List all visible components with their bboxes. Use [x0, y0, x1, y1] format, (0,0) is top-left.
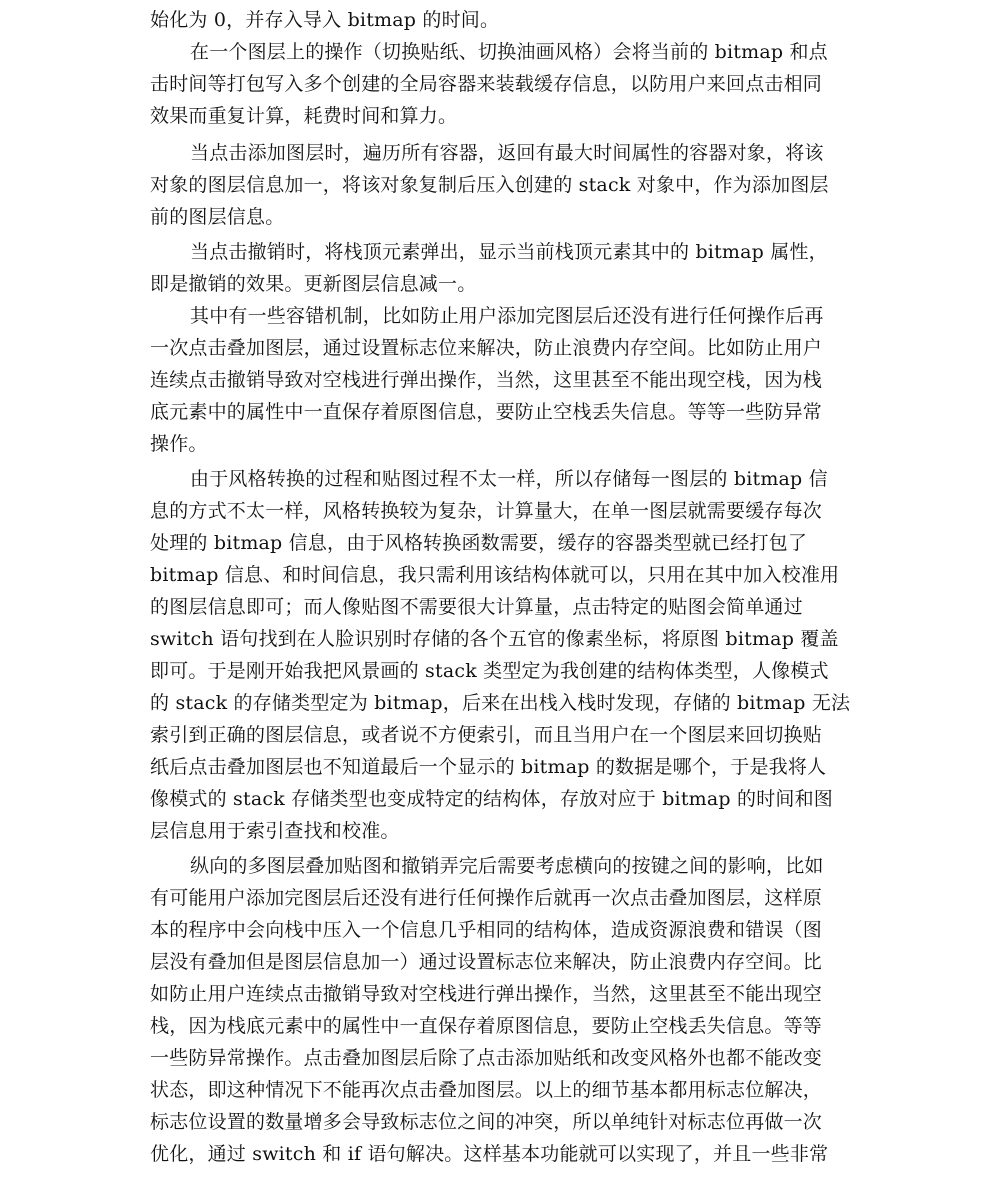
text-line: 操作。 — [150, 433, 208, 455]
text-line: 底元素中的属性中一直保存着原图信息，要防止空栈丢失信息。等等一些防异常 — [150, 401, 823, 423]
text-line: 前的图层信息。 — [150, 206, 285, 228]
text-line: 的图层信息即可；而人像贴图不需要很大计算量，点击特定的贴图会简单通过 — [150, 596, 803, 618]
text-line: 对象的图层信息加一，将该对象复制后压入创建的 stack 对象中，作为添加图层 — [150, 174, 829, 196]
paragraph-start-line: 当点击撤销时，将栈顶元素弹出，显示当前栈顶元素其中的 bitmap 属性， — [190, 241, 828, 263]
text-line: 标志位设置的数量增多会导致标志位之间的冲突，所以单纯针对标志位再做一次 — [150, 1111, 823, 1133]
text-line: bitmap 信息、和时间信息，我只需利用该结构体就可以，只用在其中加入校准用 — [150, 564, 840, 586]
text-line: 栈，因为栈底元素中的属性中一直保存着原图信息，要防止空栈丢失信息。等等 — [150, 1015, 823, 1037]
text-line: 纸后点击叠加图层也不知道最后一个显示的 bitmap 的数据是哪个，于是我将人 — [150, 756, 827, 778]
text-line: 处理的 bitmap 信息，由于风格转换函数需要，缓存的容器类型就已经打包了 — [150, 532, 808, 554]
text-line: 一次点击叠加图层，通过设置标志位来解决，防止浪费内存空间。比如防止用户 — [150, 337, 823, 359]
text-line: 连续点击撤销导致对空栈进行弹出操作，当然，这里甚至不能出现空栈，因为栈 — [150, 369, 823, 391]
text-line: 即可。于是刚开始我把风景画的 stack 类型定为我创建的结构体类型，人像模式 — [150, 660, 829, 682]
text-line: 像模式的 stack 存储类型也变成特定的结构体，存放对应于 bitmap 的时间和图 — [150, 788, 834, 810]
text-line: 索引到正确的图层信息，或者说不方便索引，而且当用户在一个图层来回切换贴 — [150, 724, 823, 746]
text-line: 息的方式不太一样，风格转换较为复杂，计算量大，在单一图层就需要缓存每次 — [150, 500, 823, 522]
text-line: 层没有叠加但是图层信息加一）通过设置标志位来解决，防止浪费内存空间。比 — [150, 951, 823, 973]
text-line: 即是撤销的效果。更新图层信息减一。 — [150, 273, 477, 295]
text-line: 有可能用户添加完图层后还没有进行任何操作后就再一次点击叠加图层，这样原 — [150, 887, 823, 909]
document-page — [150, 0, 851, 1178]
text-line: 始化为 0，并存入导入 bitmap 的时间。 — [150, 9, 500, 31]
text-line: switch 语句找到在人脸识别时存储的各个五官的像素坐标，将原图 bitmap 覆盖 — [150, 628, 839, 650]
text-line: 的 stack 的存储类型定为 bitmap，后来在出栈入栈时发现，存储的 bitmap 无法 — [150, 692, 851, 714]
paragraph-start-line: 在一个图层上的操作（切换贴纸、切换油画风格）会将当前的 bitmap 和点 — [190, 41, 828, 63]
text-line: 状态，即这种情况下不能再次点击叠加图层。以上的细节基本都用标志位解决， — [150, 1079, 823, 1101]
text-line: 优化，通过 switch 和 if 语句解决。这样基本功能就可以实现了，并且一些非常 — [150, 1143, 829, 1165]
text-line: 如防止用户连续点击撤销导致对空栈进行弹出操作，当然，这里甚至不能出现空 — [150, 983, 823, 1005]
paragraph-start-line: 纵向的多图层叠加贴图和撤销弄完后需要考虑横向的按键之间的影响，比如 — [190, 855, 824, 877]
paragraph-start-line: 当点击添加图层时，遍历所有容器，返回有最大时间属性的容器对象，将该 — [190, 142, 824, 164]
text-line: 一些防异常操作。点击叠加图层后除了点击添加贴纸和改变风格外也都不能改变 — [150, 1047, 823, 1069]
paragraph-start-line: 由于风格转换的过程和贴图过程不太一样，所以存储每一图层的 bitmap 信 — [190, 468, 828, 490]
text-line: 效果而重复计算，耗费时间和算力。 — [150, 105, 458, 127]
paragraph-start-line: 其中有一些容错机制，比如防止用户添加完图层后还没有进行任何操作后再 — [190, 305, 824, 327]
text-line: 击时间等打包写入多个创建的全局容器来装载缓存信息，以防用户来回点击相同 — [150, 73, 823, 95]
text-line: 本的程序中会向栈中压入一个信息几乎相同的结构体，造成资源浪费和错误（图 — [150, 919, 823, 941]
text-line: 层信息用于索引查找和校准。 — [150, 820, 400, 842]
